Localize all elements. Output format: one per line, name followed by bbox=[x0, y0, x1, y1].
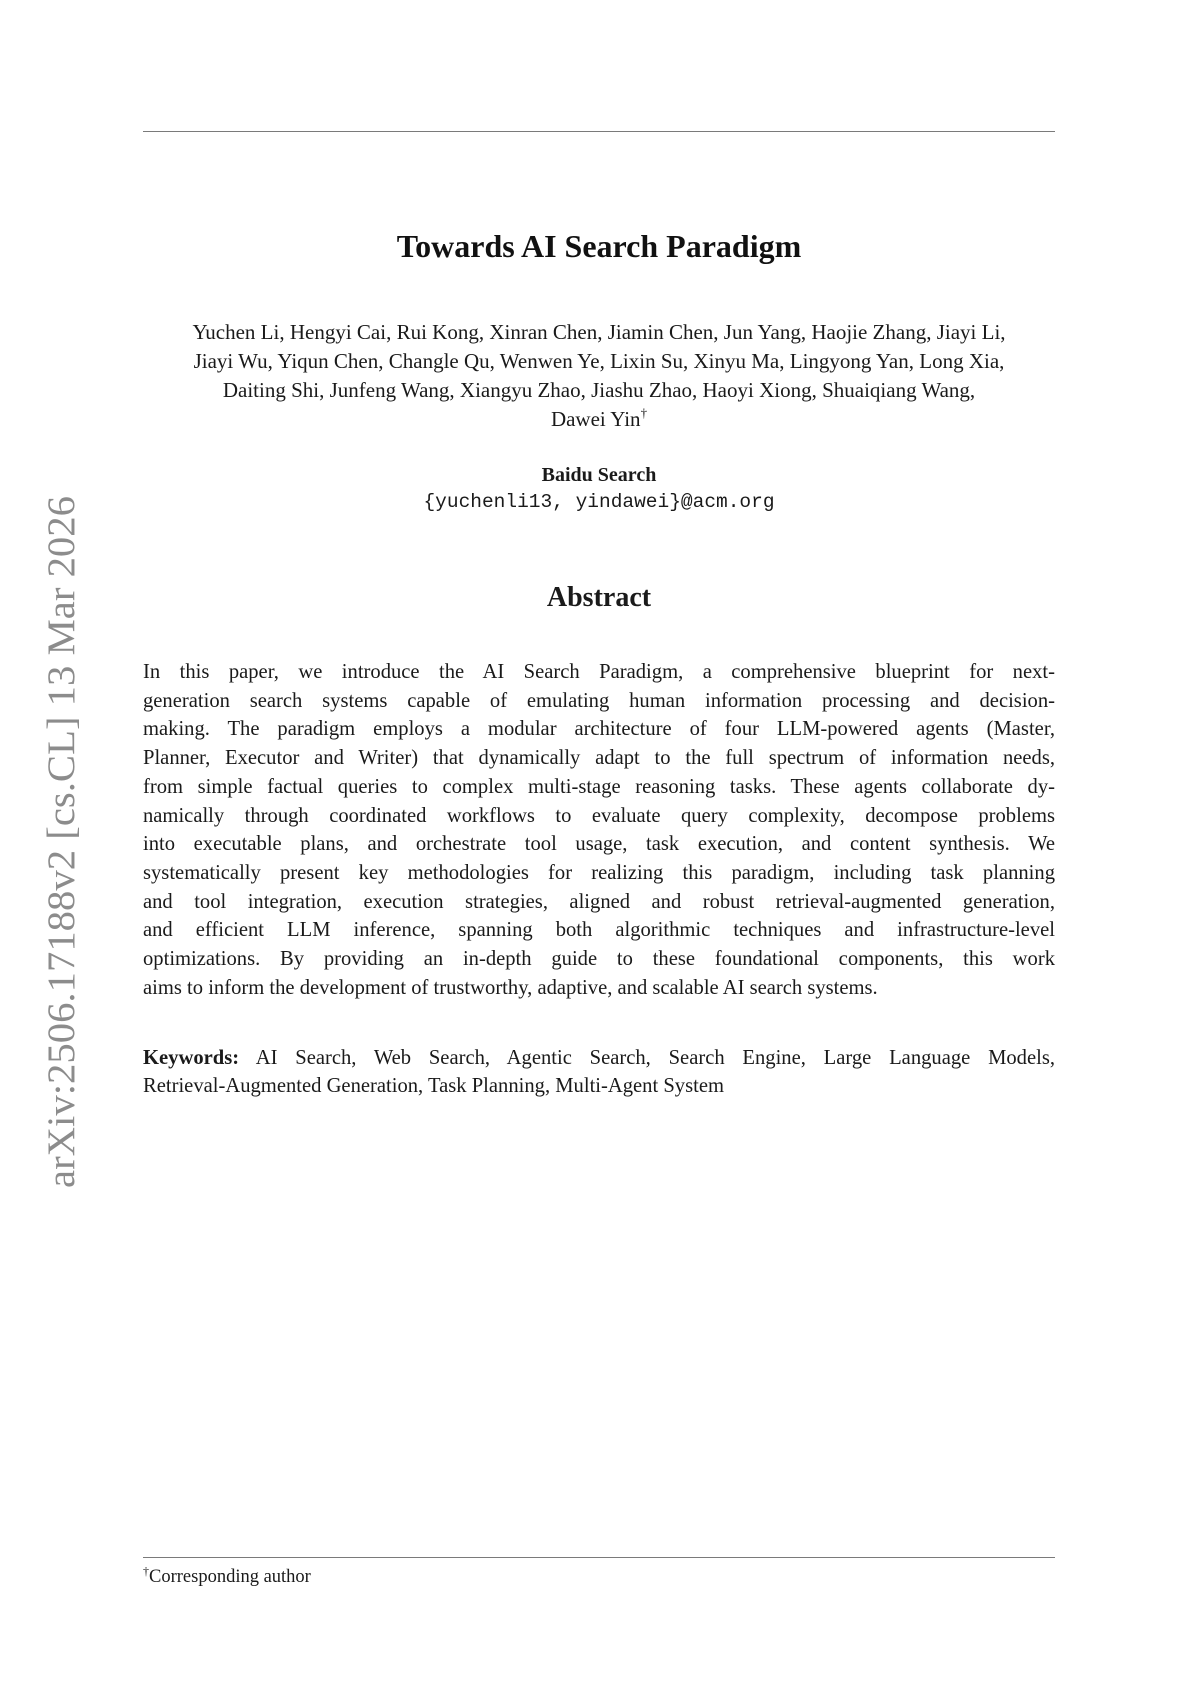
author-line: Daiting Shi, Junfeng Wang, Xiangyu Zhao, Jiashu Zhao, Haoyi Xiong, Shuaiqiang Wang, bbox=[222, 378, 976, 402]
contact-email[interactable]: {yuchenli13, yindawei}@acm.org bbox=[423, 491, 775, 513]
keywords-list: AI Search, Web Search, Agentic Search, Search Engine, Large Language Models, bbox=[255, 1047, 1055, 1069]
abstract-line: Planner, Executor and Writer) that dynamically adapt to the full spectrum of information needs, bbox=[143, 747, 1055, 770]
abstract-line: and efficient LLM inference, spanning both algorithmic techniques and infrastructure-level bbox=[143, 919, 1055, 942]
abstract-heading: Abstract bbox=[546, 582, 652, 613]
abstract-line: making. The paradigm employs a modular architecture of four LLM-powered agents (Master, bbox=[143, 718, 1055, 741]
footnote-rule bbox=[143, 1557, 1055, 1558]
keywords-line bbox=[143, 1044, 1055, 1072]
keywords bbox=[143, 1044, 1055, 1100]
header-rule bbox=[143, 131, 1055, 132]
paper-title: Towards AI Search Paradigm bbox=[396, 228, 802, 264]
footnote-marker: † bbox=[143, 1564, 149, 1578]
affiliation: Baidu Search bbox=[541, 464, 657, 486]
arxiv-side-stamp bbox=[6, 496, 106, 1196]
abstract-line: generation search systems capable of emulating human information processing and decision- bbox=[143, 689, 1055, 712]
abstract-line: In this paper, we introduce the AI Search Paradigm, a comprehensive blueprint for next- bbox=[143, 661, 1055, 683]
abstract-line: systematically present key methodologies for realizing this paradigm, including task planning bbox=[143, 861, 1055, 884]
footnote-text: Corresponding author bbox=[149, 1567, 311, 1587]
abstract-line: aims to inform the development of trustworthy, adaptive, and scalable AI search systems. bbox=[143, 976, 878, 999]
footnote bbox=[143, 1565, 311, 1589]
keywords-label: Keywords: bbox=[143, 1047, 240, 1069]
author-line: Yuchen Li, Hengyi Cai, Rui Kong, Xinran Chen, Jiamin Chen, Jun Yang, Haojie Zhang, Jiayi Li, bbox=[192, 320, 1006, 344]
abstract-line: into executable plans, and orchestrate tool usage, task execution, and content synthesis. We bbox=[143, 833, 1055, 856]
abstract-line: from simple factual queries to complex multi-stage reasoning tasks. These agents collaborate dy- bbox=[143, 775, 1055, 798]
keywords-line: Retrieval-Augmented Generation, Task Planning, Multi-Agent System bbox=[143, 1075, 724, 1097]
abstract-line: and tool integration, execution strategies, aligned and robust retrieval-augmented generation, bbox=[143, 890, 1055, 913]
author-line: Jiayi Wu, Yiqun Chen, Changle Qu, Wenwen Ye, Lixin Su, Xinyu Ma, Lingyong Yan, Long Xia, bbox=[193, 349, 1005, 373]
abstract-line: optimizations. By providing an in-depth guide to these foundational components, this work bbox=[143, 948, 1055, 971]
corresponding-dagger: † bbox=[640, 405, 648, 420]
author-line bbox=[135, 405, 1063, 434]
arxiv-identifier: arXiv:2506.17188v2 [cs.CL] 13 Mar 2026 bbox=[40, 525, 83, 1188]
author-list bbox=[135, 318, 1063, 434]
author-name: Dawei Yin bbox=[550, 407, 641, 431]
abstract-line: namically through coordinated workflows to evaluate query complexity, decompose problems bbox=[143, 804, 1055, 827]
abstract-body bbox=[143, 658, 1055, 1002]
